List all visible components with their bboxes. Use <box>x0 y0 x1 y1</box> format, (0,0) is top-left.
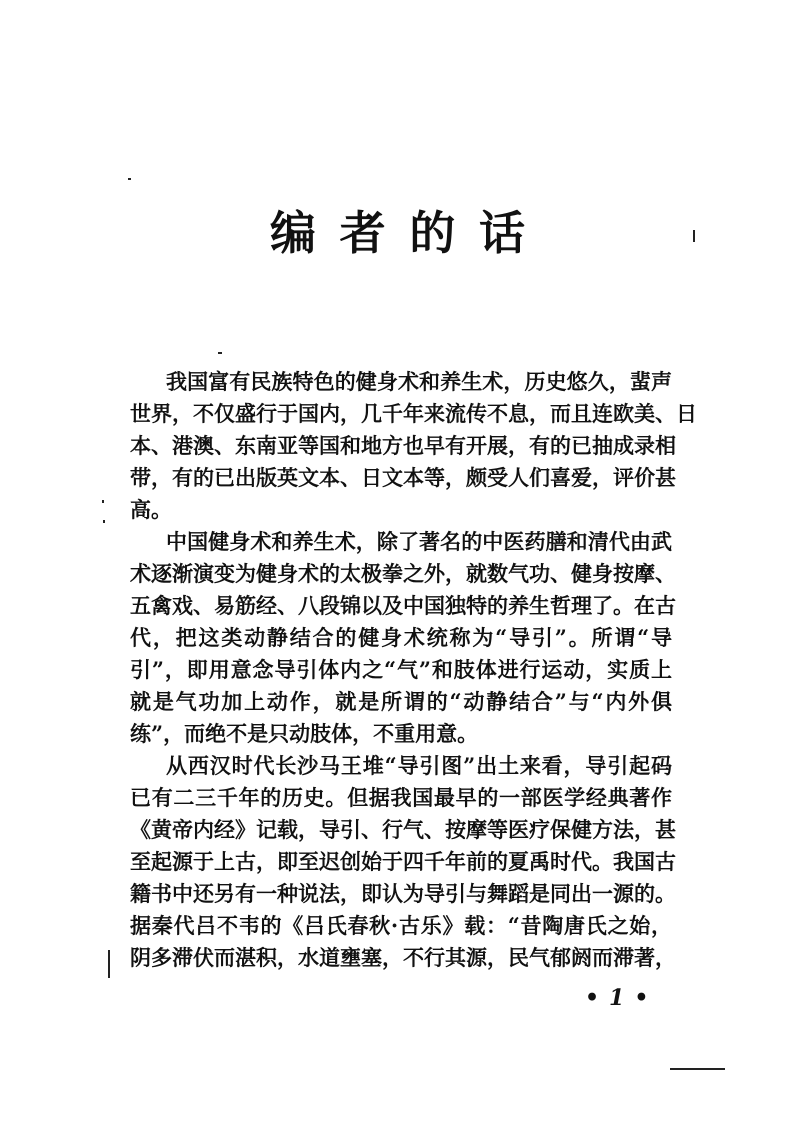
text-line: 引”，即用意念导引体内之“气”和肢体进行运动，实质上 <box>130 657 672 682</box>
text-line: 术逐渐演变为健身术的太极拳之外，就数气功、健身按摩、 <box>130 561 676 586</box>
text-line: 高。 <box>130 497 172 522</box>
text-line: 《黄帝内经》记载，导引、行气、按摩等医疗保健方法，甚 <box>130 817 676 842</box>
text-line: 练”，而绝不是只动肢体，不重用意。 <box>130 721 479 746</box>
scan-speck <box>218 352 222 354</box>
text-line: 我国富有民族特色的健身术和养生术，历史悠久，蜚声 <box>166 369 672 394</box>
scan-speck <box>693 230 695 242</box>
text-line: 带，有的已出版英文本、日文本等，颇受人们喜爱，评价甚 <box>130 465 676 490</box>
text-line: 据秦代吕不韦的《吕氏春秋·古乐》载：“昔陶唐氏之始， <box>130 913 672 938</box>
text-line: 已有二三千年的历史。但据我国最早的一部医学经典著作 <box>130 785 672 810</box>
text-line: 中国健身术和养生术，除了著名的中医药膳和清代由武 <box>166 529 672 554</box>
text-line: 五禽戏、易筋经、八段锦以及中国独特的养生哲理了。在古 <box>130 593 676 618</box>
text-line: 就是气功加上动作，就是所谓的“动静结合”与“内外俱 <box>130 689 672 714</box>
text-line: 籍书中还另有一种说法，即认为导引与舞蹈是同出一源的。 <box>130 881 676 906</box>
text-line: 阴多滞伏而湛积，水道壅塞，不行其源，民气郁阏而滞著， <box>130 945 676 970</box>
scan-speck <box>670 1068 725 1070</box>
page-number: •1• <box>585 985 659 1011</box>
scan-speck <box>128 178 131 180</box>
text-line: 代，把这类动静结合的健身术统称为“导引”。所谓“导 <box>130 625 672 650</box>
scan-speck <box>103 520 105 523</box>
text-line: 本、港澳、东南亚等国和地方也早有开展，有的已抽成录相 <box>130 433 676 458</box>
text-line: 至起源于上古，即至迟创始于四千年前的夏禹时代。我国古 <box>130 849 676 874</box>
text-line: 从西汉时代长沙马王堆“导引图”出土来看，导引起码 <box>166 753 672 778</box>
page-title: 编者的话 <box>270 206 525 260</box>
body-text <box>130 366 697 974</box>
text-line: 世界，不仅盛行于国内，几千年来流传不息，而且连欧美、日 <box>130 401 697 426</box>
scan-speck <box>108 950 110 978</box>
scan-speck <box>102 500 104 503</box>
